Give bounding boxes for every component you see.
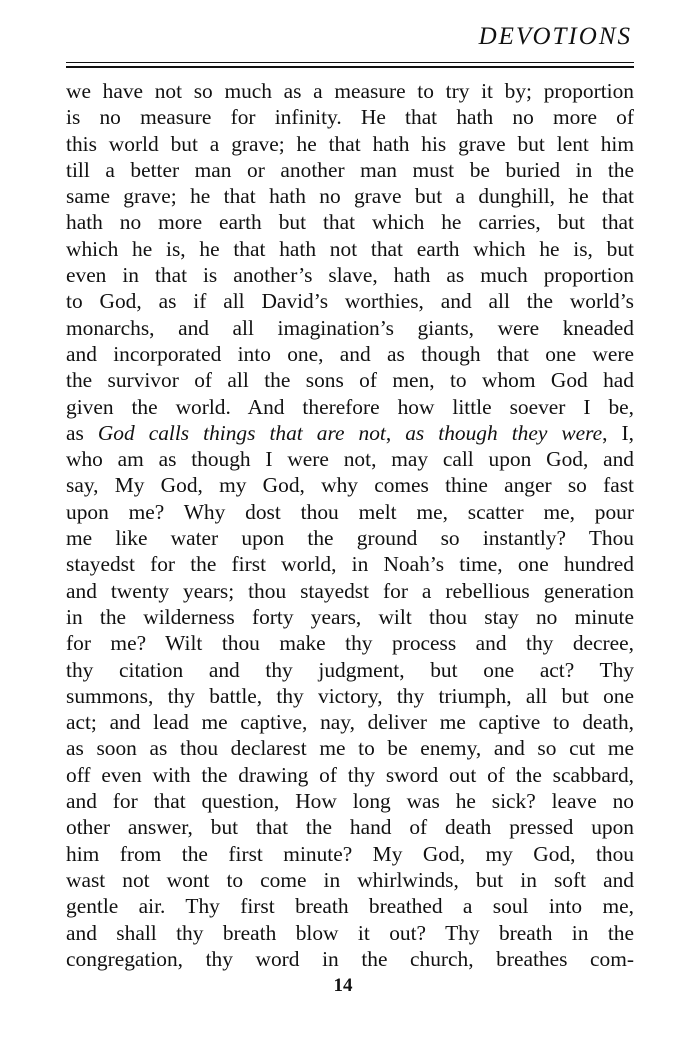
- text-segment: ,: [385, 420, 406, 445]
- text-line: we have not so much as a measure to try it by; proportion: [66, 79, 634, 103]
- text-line: and shall thy breath blow it out? Thy breath in the: [66, 920, 634, 945]
- text-line: till a better man or another man must be buried in the: [66, 157, 634, 182]
- text-line: off even with the drawing of thy sword out of the scabbard,: [66, 762, 634, 787]
- text-line: monarchs, and all imagination’s giants, were kneaded: [66, 315, 634, 340]
- header-rule-thick: [66, 66, 634, 68]
- text-line: congregation, thy word in the church, breathes com-: [66, 946, 634, 971]
- text-line: wast not wont to come in whirlwinds, but in soft and: [66, 867, 634, 892]
- text-line: who am as though I were not, may call upon God, and: [66, 447, 634, 472]
- text-line: in the wilderness forty years, wilt thou stay no minute: [66, 604, 634, 629]
- text-line: gentle air. Thy first breath breathed a soul into me,: [66, 894, 634, 919]
- text-line: summons, thy battle, thy victory, thy triumph, all but one: [66, 683, 634, 708]
- text-segment: , I,: [602, 420, 634, 445]
- text-line: even in that is another’s slave, hath as much proportion: [66, 263, 634, 288]
- text-line: and for that question, How long was he sick? leave no: [66, 789, 634, 814]
- text-line: and incorporated into one, and as though that one were: [66, 341, 634, 366]
- text-line: the survivor of all the sons of men, to whom God had: [66, 368, 634, 393]
- text-line: hath no more earth but that which he carries, but that: [66, 210, 634, 235]
- text-line: same grave; he that hath no grave but a dunghill, he that: [66, 184, 634, 209]
- running-head: DEVOTIONS: [478, 23, 632, 50]
- text-line: and twenty years; thou stayedst for a rebellious generation: [66, 578, 634, 603]
- text-line: say, My God, my God, why comes thine anger so fast: [66, 473, 634, 498]
- text-line: to God, as if all David’s worthies, and all the world’s: [66, 289, 634, 314]
- text-line: stayedst for the first world, in Noah’s time, one hundred: [66, 552, 634, 577]
- italic-quotation: as though they were: [405, 420, 603, 445]
- text-line: thy citation and thy judgment, but one act? Thy: [66, 657, 634, 682]
- text-segment: as: [66, 420, 98, 445]
- header-rule-thin: [66, 62, 634, 63]
- body-text: [66, 78, 634, 972]
- italic-quotation: God calls things that are not: [97, 420, 386, 445]
- text-line: which he is, he that hath not that earth which he is, but: [66, 236, 634, 261]
- text-line: this world but a grave; he that hath his grave but lent him: [66, 131, 634, 156]
- text-line: for me? Wilt thou make thy process and thy decree,: [66, 631, 634, 656]
- text-line: me like water upon the ground so instantly? Thou: [66, 526, 634, 551]
- text-line: act; and lead me captive, nay, deliver me captive to death,: [66, 710, 634, 735]
- text-line: is no measure for infinity. He that hath no more of: [66, 105, 634, 130]
- text-line: given the world. And therefore how little soever I be,: [66, 394, 634, 419]
- text-line: as soon as thou declarest me to be enemy, and so cut me: [66, 736, 634, 761]
- text-line: other answer, but that the hand of death pressed upon: [66, 815, 634, 840]
- text-line-with-italics: [66, 420, 634, 446]
- text-line: upon me? Why dost thou melt me, scatter me, pour: [66, 499, 634, 524]
- page-number: 14: [333, 975, 353, 996]
- text-line: him from the first minute? My God, my God, thou: [66, 841, 634, 866]
